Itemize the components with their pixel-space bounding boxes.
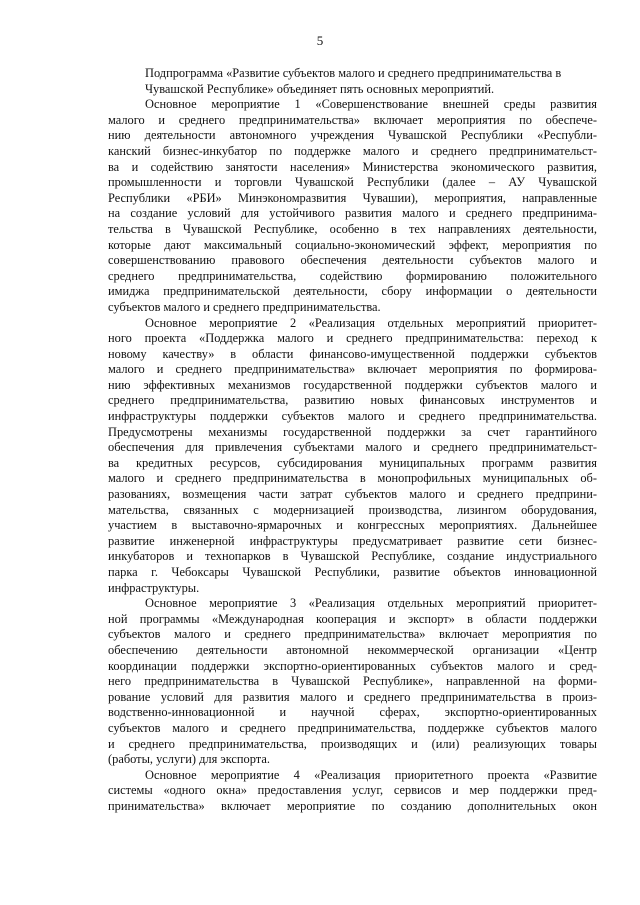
paragraph-line: Основное мероприятие 2 «Реализация отдельных мероприятий приоритет- xyxy=(145,315,597,330)
paragraph-line: обеспечению деятельности автономной некоммерческой организации «Центр xyxy=(108,642,597,657)
paragraph-line: малого и среднего предпринимательства в монопрофильных муниципальных об- xyxy=(108,471,597,486)
paragraph-line: новому качеству» в области финансово-имущественной поддержки субъектов xyxy=(108,346,597,361)
paragraph-line: и среднего предпринимательства, производящих и (или) реализующих товары xyxy=(108,736,597,751)
paragraph-line: промышленности и торговли Чувашской Республики (далее – АУ Чувашской xyxy=(108,175,597,190)
paragraph-line: разованиях, возмещения части затрат субъектов малого и среднего предприни- xyxy=(108,487,597,502)
paragraph-line: имиджа предпринимательской деятельности, сбору информации о деятельности xyxy=(108,284,597,299)
paragraph-line: субъектов малого и среднего предпринимательства» включает мероприятия по xyxy=(108,627,597,642)
paragraph-line: ной программы «Международная кооперация и экспорт» в области поддержки xyxy=(108,611,597,626)
paragraph-line: него предпринимательства в Чувашской Республике», направленной на форми- xyxy=(108,674,597,689)
paragraph-line: ва и содействию занятости населения» Министерства экономического развития, xyxy=(108,159,597,174)
paragraph-line: тельства в Чувашской Республике, особенно в тех направлениях деятельности, xyxy=(108,221,597,236)
paragraph-line: Подпрограмма «Развитие субъектов малого и среднего предпринимательства в Чувашской Республике» объединяет пять основных мероприятий. xyxy=(145,66,562,96)
paragraph-line: малого и среднего предпринимательства» включает мероприятия по формирова- xyxy=(108,362,597,377)
paragraph-line: инфраструктуры поддержки субъектов малого и среднего предпринимательства. xyxy=(108,409,597,424)
paragraph-line: которые дают максимальный социально-экономический эффект, мероприятия по xyxy=(108,237,597,252)
body-text xyxy=(108,66,597,815)
paragraph-line: инкубаторов и технопарков в Чувашской Республике, создание индустриального xyxy=(108,549,597,564)
paragraph-line: принимательства» включает мероприятие по созданию дополнительных окон xyxy=(108,798,597,813)
paragraph-line: рование условий для развития малого и среднего предпринимательства в произ- xyxy=(108,689,597,704)
paragraph-line: совершенствованию правового обеспечения деятельности субъектов малого и xyxy=(108,253,597,268)
paragraph-line: участием в выставочно-ярмарочных и конгрессных мероприятиях. Дальнейшее xyxy=(108,518,597,533)
paragraph-line: субъектов малого и среднего предпринимательства, поддержке субъектов малого xyxy=(108,720,597,735)
paragraph-line: Основное мероприятие 4 «Реализация приоритетного проекта «Развитие xyxy=(145,767,597,782)
paragraph-line: развитие инженерной инфраструктуры предусматривает развитие сети бизнес- xyxy=(108,533,597,548)
paragraph-line: ного проекта «Поддержка малого и среднего предпринимательства: переход к xyxy=(108,331,597,346)
paragraph-line: Основное мероприятие 1 «Совершенствование внешней среды развития xyxy=(145,97,597,112)
paragraph-line: Республики «РБИ» Минэкономразвития Чувашии), мероприятия, направленные xyxy=(108,190,597,205)
paragraph-line: координации поддержки экспортно-ориентированных субъектов малого и сред- xyxy=(108,658,597,673)
paragraph-line: ва кредитных ресурсов, субсидирования муниципальных программ развития xyxy=(108,455,597,470)
paragraph-line: (работы, услуги) для экспорта. xyxy=(108,752,270,767)
paragraph-line: водственно-инновационной и научной сферах, экспортно-ориентированных xyxy=(108,705,597,720)
paragraph-line: субъектов малого и среднего предпринимательства. xyxy=(108,299,381,314)
paragraph-line: мательства, связанных с модернизацией производства, лизингом оборудования, xyxy=(108,502,597,517)
paragraph-line: нию деятельности автономного учреждения Чувашской Республики «Республи- xyxy=(108,128,597,143)
paragraph-line: среднего предпринимательства, развитию новых финансовых инструментов и xyxy=(108,393,597,408)
paragraph-line: инфраструктуры. xyxy=(108,580,200,595)
paragraph-line: канский бизнес-инкубатор по поддержке малого и среднего предпринимательст- xyxy=(108,143,597,158)
paragraph-line: среднего предпринимательства, содействию формированию положительного xyxy=(108,268,597,283)
paragraph-line: системы «одного окна» предоставления услуг, сервисов и мер поддержки пред- xyxy=(108,783,597,798)
paragraph-line: парка г. Чебоксары Чувашской Республики, развитие объектов инновационной xyxy=(108,565,597,579)
page-number: 5 xyxy=(316,33,324,48)
paragraph-line: обеспечения для привлечения субъектами малого и среднего предпринимательст- xyxy=(108,440,597,455)
paragraph-line: на создание условий для устойчивого развития малого и среднего предпринима- xyxy=(108,206,597,221)
paragraph-line: Предусмотрены механизмы государственной поддержки за счет гарантийного xyxy=(108,424,597,439)
paragraph-line: нию эффективных механизмов государственной поддержки субъектов малого и xyxy=(108,377,597,392)
paragraph-line: Основное мероприятие 3 «Реализация отдельных мероприятий приоритет- xyxy=(145,596,597,611)
paragraph-line: малого и среднего предпринимательства» включает мероприятия по обеспече- xyxy=(108,112,597,127)
